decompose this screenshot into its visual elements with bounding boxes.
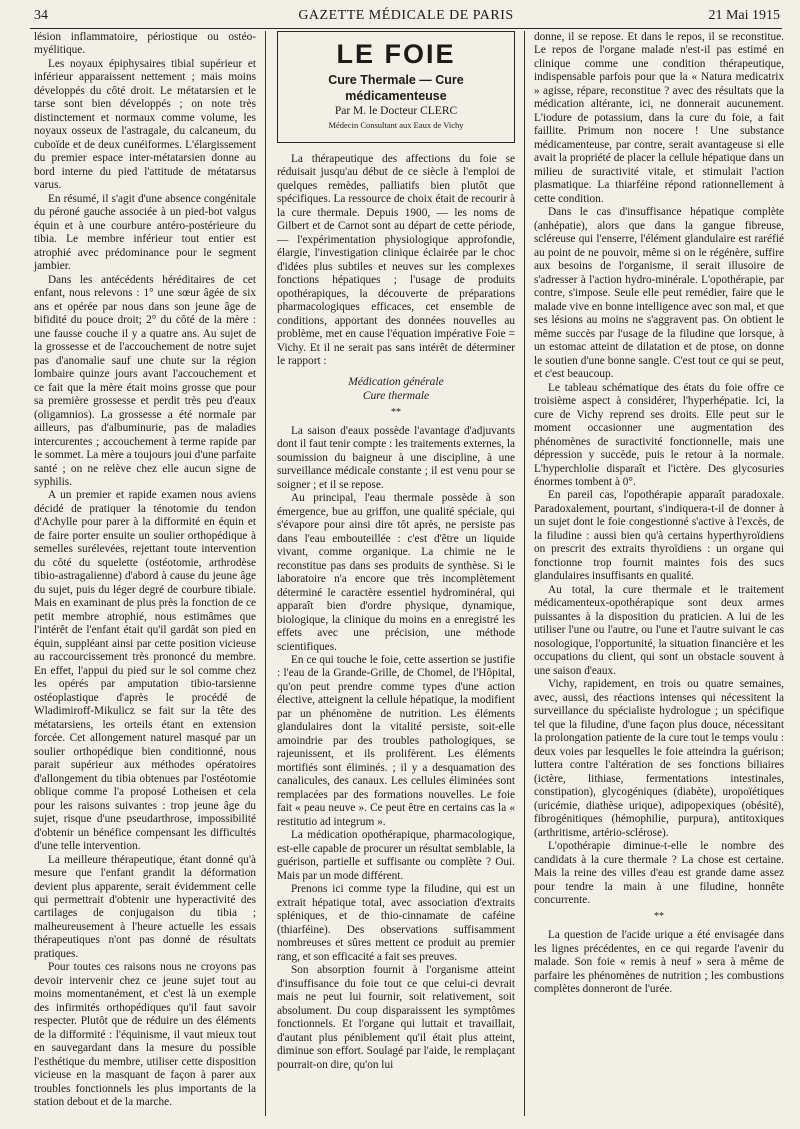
paragraph: En ce qui touche le foie, cette assertion se justifie : l'eau de la Grande-Grille, de Chomel, de l'Hôpital, qu'on peut prendre comme types d'une action élective, atteignent la cellule hépatique, la modifient par un phénomène de nutrition. Les éléments glandulaires dont la vitalité persiste, soit-elle amoindrie par des troubles pathologiques, se rajeunissent, et ils prolifèrent. Les éléments mortifiés sont éliminés. ; il y a desquamation des canalicules, des canaux. Les cellules éliminées sont remplacées par des formations nouvelles. Le foie fait « peau neuve ». Ce peut être en certains cas la « restitutio ad integrum ». (277, 653, 515, 828)
section-separator (534, 910, 784, 924)
paragraph: L'opothérapie diminue-t-elle le nombre des candidats à la cure thermale ? La chose est certaine. Mais la reine des villes d'eau est grande dame assez pour tendre la main à une filudine, honnête concurrente. (534, 840, 784, 906)
article-heading-box (277, 31, 515, 143)
paragraph: En pareil cas, l'opothérapie apparaît paradoxale. Paradoxalement, pourtant, s'indiquera-t-il de donner à un sujet dont le foie congestionné s'active à l'excès, de la filudine : aussi bien qu'à certains hyperthyroïdiens on prescrit des extraits thyroïdiens : un organe qui fonctionne trop fournit maintes fois des sucs glandulaires insuffisants en qualité. (534, 489, 784, 583)
paragraph: Le tableau schématique des états du foie offre ce troisième aspect à considérer, l'hyperhépatie. Ici, la cure de Vichy reprend ses droits. Elle peut sur le moment occasionner une augmentation des phénomènes de suractivité fonctionnelle, mais une dépression y succède, puis le retour à la normale. L'hyperchlolie disparaît et l'ictère. Des glycosuries énormes tombent à 0°. (534, 381, 784, 488)
journal-title: GAZETTE MÉDICALE DE PARIS (298, 8, 514, 23)
paragraph: La question de l'acide urique a été envisagée dans les lignes précédentes, en ce qui regarde l'avenir du malade. Son foie « remis à neuf » sera à même de parfaire les phénomènes de nutrition ; les combustions complètes donneront de l'urée. (534, 929, 784, 996)
section-heading: Cure thermale (362, 389, 430, 402)
paragraph: Dans le cas d'insuffisance hépatique complète (anhépatie), alors que dans la gangue fibreuse, scléreuse qui l'enserre, l'élément glandulaire est raréfié au point de ne pouvoir, même si on le régénère, suffire aux besoins de l'organisme, il serait illusoire de s'adresser à l'action hydro-minérale. L'opothérapie, par contre, s'impose. Seule elle peut remédier, faire que le malade vive en bonne intelligence avec son mal, et que ses lésions au moins ne s'aggravent pas. On obtient le même succès par l'usage de la filudine que lorsque, à un estomac atteint de dilatation et de ptose, on donne le soutien d'une bonne sangle. C'est tout ce qui se peut, et c'est beaucoup. (534, 206, 784, 381)
section-separator (277, 406, 515, 420)
paragraph: lésion inflammatoire, périostique ou ostéo-myélitique. (34, 31, 256, 57)
paragraph: La meilleure thérapeutique, étant donné qu'à mesure que l'enfant grandit la déformation devient plus apparente, serait évidemment celle qui permettrait d'obtenir une hyperactivité des cartilages de conjugaison du tibia ; malheureusement à l'heure actuelle les essais thérapeutiques n'ont pas donné de résultats pratiques. (34, 853, 256, 960)
paragraph: La médication opothérapique, pharmacologique, est-elle capable de procurer un résultat semblable, la guérison, partielle et suffisante ou complète ? Oui. Mais par un mode différent. (277, 829, 515, 882)
page-number: 34 (34, 8, 48, 23)
column-left (34, 31, 256, 1110)
paragraph: Au total, la cure thermale et le traitement médicamenteux-opothérapique sont deux armes puissantes à la disposition du praticien. A lui de les utiliser l'une ou l'autre, ou l'une et l'autre suivant le cas nosologique, l'opportunité, la situation financière et les occupations du client, qui sont un obstacle souvent à une saison d'eaux. (534, 583, 784, 677)
star-mark: * (391, 406, 396, 418)
author-affiliation: Médecin Consultant aux Eaux de Vichy (328, 120, 464, 130)
paragraph: Prenons ici comme type la filudine, qui est un extrait hépatique total, avec association d'extraits spléniques, et de thio-cinnamate de caféine (thiarféine). Des observations suffisamment nombreuses et sûres mettent ce produit au premier rang, et son efficacité a fait ses preuves. (277, 883, 515, 963)
issue-date: 21 Mai 1915 (708, 8, 780, 23)
paragraph: La saison d'eaux possède l'avantage d'adjuvants dont il faut tenir compte : les traitements externes, la soumission du baigneur à une discipline, à une surveillance médicale constante ; il est venu pour se soigner ; et il se repose. (277, 424, 515, 491)
section-heading: Médication générale (348, 375, 444, 388)
column-rule-left (265, 31, 266, 1116)
star-mark: * (654, 911, 659, 923)
paragraph: Les noyaux épiphysaires tibial supérieur et inférieur apparaissent nettement ; mais moins développés du côté droit. Le métatarsien et le tarse sont bien développés ; on note très distinctement et normaux comme volume, les noyaux osseux de l'astragale, du calcaneum, du cuboïde et de deux cunéiformes. L'élargissement du premier espace inter-métatarsien donne au bord interne du pied l'attitude de métatarsus varus. (34, 57, 256, 192)
paragraph: En résumé, il s'agit d'une absence congénitale du péroné gauche associée à un pied-bot valgus équin et à une courbure antéro-postérieure du tibia. Le membre inférieur tout entier est atrophié avec prédominance pour le segment jambier. (34, 192, 256, 273)
column-middle (277, 31, 515, 1072)
article-title: LE FOIE (336, 39, 456, 69)
paragraph: Vichy, rapidement, en trois ou quatre semaines, avec, aussi, des réactions intenses qui nécessitent la surveillance du spécialiste hydrologue ; un spécifique tel que la filudine, d'une façon plus douce, nécessitant la prolongation patiente de la cure tout le temps voulu : deux voies par lesquelles le foie atteindra la guérison; luttera contre l'altération de ses fonctions biliaires (ictère, lithiase, fermentations intestinales, constipation), glycogéniques (diabète), uropoïétiques (uricémie, diathèse urique), adipopexiques (obésité), fibrogénitiques (hémophilie, purpura), antitoxiques (arthritisme, artério-sclérose). (534, 678, 784, 839)
page-header (30, 6, 782, 29)
column-right (534, 31, 784, 997)
paragraph: Son absorption fournit à l'organisme atteint d'insuffisance du foie tout ce que celui-ci devrait mais ne peut lui fournir, soit relativement, soit absolument. Du coup disparaissent les symptômes fonctionnels. Et l'organe qui luttait et travaillait, d'autant plus péniblement qu'il était plus atteint, diminue son effort. Soulagé par l'aide, le remplaçant pourrait-on dire, qu'on lui (277, 964, 515, 1071)
paragraph: Au principal, l'eau thermale possède à son émergence, bue au griffon, une qualité spéciale, qui s'évapore pour ainsi dire tôt après, ne persiste pas dans l'eau embouteillée : c'est d'être un liquide vivant, comme organique. La chimie ne le reconstitue pas dans ses produits de synthèse. Si le laboratoire n'a encore que très incomplètement déterminé le caractère essentiel hydrominéral, qui apparaît bien d'ordre physique, dynamique, biologique, la clinique du moins en a enregistré les effets avec une précision, une méthode scientifiques. (277, 492, 515, 653)
paragraph: donne, il se repose. Et dans le repos, il se reconstitue. Le repos de l'organe malade n'est-il pas estimé en clinique comme une condition thérapeutique, indispensable parfois pour que la « Natura medicatrix » agisse, répare, reconstitue ? avec des résultats que la médication altérante, ici, ne donnerait aucunement. L'iodure de potassium, dans la cure du foie, a fait faillite. Primum non nocere ! Une substance médicamenteuse, par contre, serait avantageuse si elle avait la propriété de placer la cellule hépatique dans un milieu de suractivité vitale, et stimulait l'action plasmatique. La thiarféine répond rationnellement à cette condition. (534, 31, 784, 205)
intro-paragraph: La thérapeutique des affections du foie se réduisait jusqu'au début de ce siècle à l'emploi de quelques remèdes, palliatifs bien plutôt que spécifiques. La ressource de choix était de recourir à la cure thermale. Depuis 1900, — les noms de Gilbert et de Carnot sont au départ de cette période, — l'expérimentation physiologique approfondie, élargie, l'investigation clinique éclairée par le choc d'idées plus subtiles et neuves sur les complexes fonctions hépatiques ; l'usage de produits opothérapiques, la découverte de préparations pharmacologiques efficaces, cet ensemble de conditions, apportant des données nouvelles au problème, met en cause l'équation impérative Foie = Vichy. Et il ne serait pas sans intérêt de déterminer le rapport : (277, 153, 515, 368)
star-mark: * (396, 406, 401, 418)
column-rule-right (524, 31, 525, 1116)
paragraph: Dans les antécédents héréditaires de cet enfant, nous relevons : 1° une sœur âgée de six ans et opérée par nous dans son jeune âge de bifidité du pouce droit; 2° du côté de la mère : une fausse couche il y a quatre ans. Au sujet de la grossesse et de l'accouchement de notre sujet pas d'anomalie sauf une chute sur la région lombaire quinze jours avant l'accouchement et ce fait que la mère était moins grosse que pour sa première grossesse et perdit très peu d'eaux (oligamnios). La grossesse a été normale par ailleurs, pas d'albuminurie, pas de maladies intercurentes ; accouchement à terme rapide par le sommet. La mère a toujours joui d'une parfaite santé ; on ne relève chez elle aucun signe de syphilis. (34, 273, 256, 488)
star-mark: * (659, 911, 664, 923)
article-subtitle: Cure Thermale — Cure médicamenteuse (328, 73, 464, 103)
paragraph: Pour toutes ces raisons nous ne croyons pas devoir intervenir chez ce jeune sujet tout au moins momentanément, et c'est là un exemple des infirmités orthopédiques qu'il faut savoir respecter. Plutôt que de réduire un des éléments de la difformité : l'équinisme, il vaut mieux tout en sauvegardant dans la mesure du possible l'esthétique du membre, utiliser cette disposition vicieuse en la masquant de façon à parer aux troubles fonctionnels les plus importants de la station debout et de la marche. (34, 961, 256, 1109)
paragraph: A un premier et rapide examen nous aviens décidé de pratiquer la ténotomie du tendon d'Achylle pour parer à la difformité en équin et de faire porter ensuite un soulier orthopédique à semelles surélevées, rejettant toute intervention du côté du squelette (ostéotomie, arthrodèse tibio-astragalienne) d'abord à cause du jeune âge du sujet, puis du léger degré de courbure tibiale. Mais en examinant de plus près la fonction de ce petit membre atrophié, nous estimâmes que l'intérêt de l'enfant était qu'il gardât son pied en équin, suppléant ainsi par cette position vicieuse au raccourcissement très prononcé du membre. En effet, l'appui du pied sur le sol comme chez les opérés par amputation tibio-tarsienne ostéoplastique d'après le procédé de Wladimiroff-Mikulicz se fait sur la tête des métatarsiens, les orteils étant en extension forcée. Cet allongement naturel masqué par un soulier orthopédique bien conditionné, nous parait supérieur aux méthodes opératoires d'allongement du tibia obtenues par l'ostéotomie oblique comme l'a proposé Lotheisen et cela pour les raisons suivantes : trop jeune âge du sujet, risque d'une pseudarthrose, impossibilité d'obtenir un bénéfice compensant les difficultés d'une telle intervention. (34, 489, 256, 853)
article-author: Par M. le Docteur CLERC (334, 105, 458, 117)
